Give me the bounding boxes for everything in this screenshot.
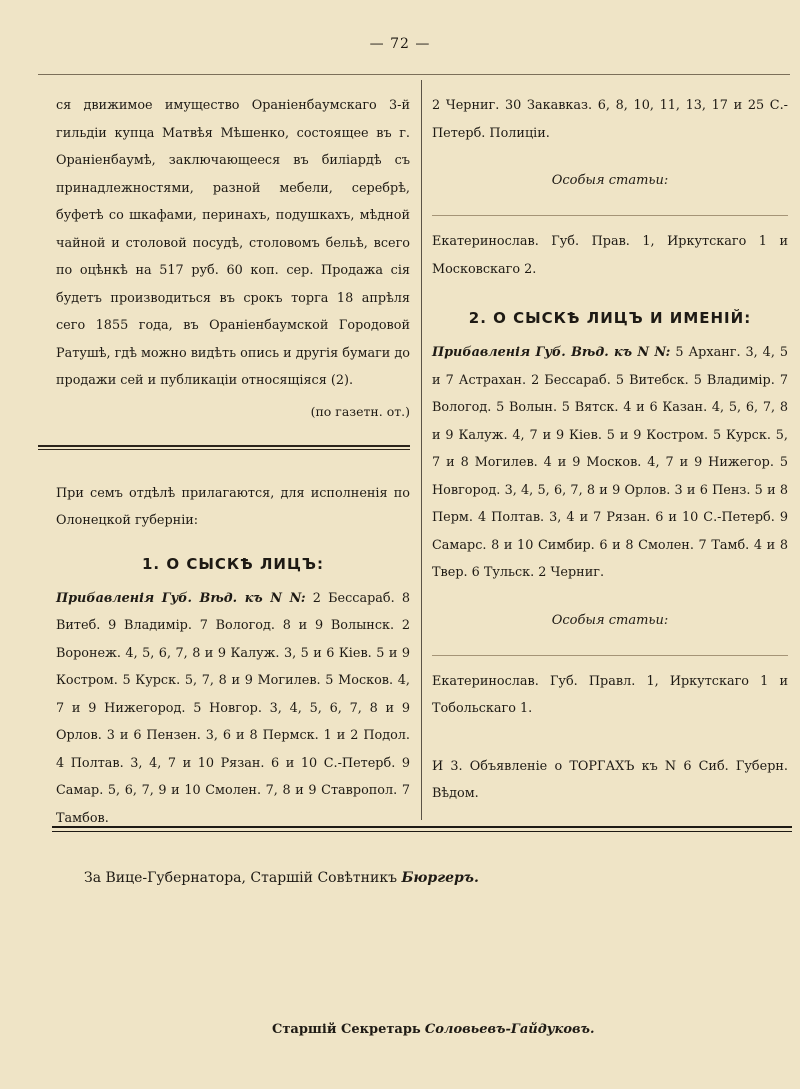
signature-line (84, 870, 479, 886)
bottom-rule-thick (52, 826, 792, 828)
auction-notice: И 3. Объявленіе о ТОРГАХЪ къ N 6 Сиб. Губерн. Вѣдом. (432, 758, 788, 801)
sale-paragraph: ся движимое имущество Ораніенбаумскаго 3-й гильдіи купца Матвѣя Мѣшенко, состоящее въ г. Ораніенбаумѣ, заключающееся въ биліардѣ съ принадлежностями, разной мебели, серебрѣ, буфетѣ со шкафами, перинахъ, подушкахъ, мѣдной чайной и столовой посудѣ, столовомъ бельѣ, всего по оцѣнкѣ на 517 руб. 60 коп. сер. Продажа сія будетъ производиться въ срокъ торга 18 апрѣля сего 1855 года, въ Ораніенбаумской Городовой Ратушѣ, гдѣ можно видѣть опись и другія бумаги до продажи сей и публикаціи относящіяся (2). (56, 98, 410, 388)
appendix-text: 2 Бессараб. 8 Витеб. 9 Владимір. 7 Вологод. 8 и 9 Волынск. 2 Воронеж. 4, 5, 6, 7, 8 и 9 Калуж. 3, 5 и 6 Кіев. 5 и 9 Костром. 5 Курск. 5, 7, 8 и 9 Могилев. 5 Москов. 4, 7 и 9 Нижегород. 5 Новгор. 3, 4, 5, 6, 7, 8 и 9 Орлов. 3 и 6 Пензен. 3, 6 и 8 Пермск. 1 и 2 Подол. 4 Полтав. 3, 4, 7 и 10 Рязан. 6 и 10 С.-Петерб. 9 Самар. 5, 6, 7, 9 и 10 Смолен. 7, 8 и 9 Ставропол. 7 Тамбов. (56, 590, 411, 826)
left-column (56, 92, 410, 832)
special-articles-heading-1: Особыя статьи: (551, 173, 669, 188)
secretary-title: Старшій Секретарь (272, 1022, 421, 1037)
special-articles-text-1: Екатеринослав. Губ. Прав. 1, Иркутскаго 1 и Московскаго 2. (432, 234, 788, 277)
appendix-paragraph-right (432, 339, 788, 587)
column-separator (421, 80, 422, 820)
signature-name: Бюргеръ. (401, 870, 479, 886)
signature-title: За Вице-Губернатора, Старшій Совѣтникъ (84, 870, 397, 886)
section-title-persons-estates: 2. О СЫСКѢ ЛИЦЪ И ИМЕНІЙ: (468, 309, 752, 327)
special-articles-text-2: Екатеринослав. Губ. Правл. 1, Иркутскаго 1 и Тобольскаго 1. (432, 673, 788, 716)
section-divider (38, 445, 410, 450)
divider-1 (432, 215, 788, 216)
appendix-label: Прибавленія Губ. Вѣд. къ N N: (56, 590, 306, 606)
source-note: (по газетн. от.) (310, 403, 410, 419)
continuation-paragraph: 2 Черниг. 30 Закавказ. 6, 8, 10, 11, 13, 17 и 25 С.-Петерб. Полиціи. (432, 98, 788, 141)
divider-2 (432, 655, 788, 656)
page-number: — 72 — (369, 36, 431, 52)
bottom-rule-thin (52, 831, 792, 832)
section-title-persons: 1. О СЫСКѢ ЛИЦЪ: (142, 554, 324, 573)
appendix-label: Прибавленія Губ. Вѣд. къ N N: (432, 345, 671, 360)
appendix-text: 5 Арханг. 3, 4, 5 и 7 Астрахан. 2 Бессараб. 5 Витебск. 5 Владимір. 7 Вологод. 5 Волын. 5 Вятск. 4 и 6 Казан. 4, 5, 6, 7, 8 и 9 Калуж. 4, 7 и 9 Кіев. 5 и 9 Костром. 5 Курск. 5, 7 и 8 Могилев. 4 и 9 Москов. 4, 7 и 9 Нижегор. 5 Новгород. 3, 4, 5, 6, 7, 8 и 9 Орлов. 3 и 6 Пенз. 5 и 8 Перм. 4 Полтав. 3, 4 и 7 Рязан. 6 и 10 С.-Петерб. 9 Самарс. 8 и 10 Симбир. 6 и 8 Смолен. 7 Тамб. 4 и 8 Твер. 6 Тульск. 2 Черниг. (432, 345, 788, 580)
secretary-name: Соловьевъ-Гайдуковъ. (424, 1022, 595, 1037)
secretary-line (272, 1022, 595, 1037)
notice-paragraph: При семъ отдѣлѣ прилагаются, для исполненія по Олонецкой губерніи: (56, 485, 410, 528)
top-rule (38, 74, 790, 75)
right-column (432, 92, 788, 808)
appendix-paragraph-left (56, 585, 410, 833)
special-articles-heading-2: Особыя статьи: (551, 612, 669, 628)
bottom-rules (52, 826, 792, 832)
